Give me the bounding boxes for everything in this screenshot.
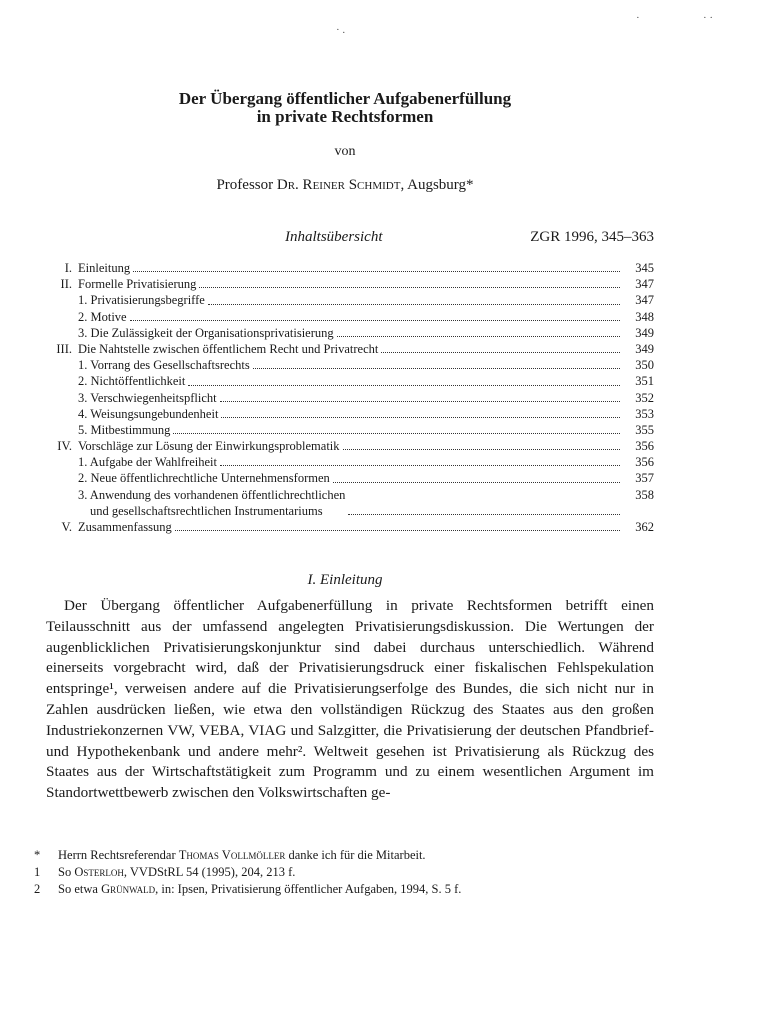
author-suffix: , Augsburg* (400, 177, 474, 193)
footnote-text-post: , in: Ipsen, Privatisierung öffentlicher Aufgaben, 1994, S. 5 f. (155, 882, 462, 896)
toc-page-number: 349 (635, 325, 654, 340)
footnote (34, 847, 654, 864)
toc-text: 1. Aufgabe der Wahlfreiheit (78, 454, 220, 470)
toc-leader-dots (130, 320, 620, 321)
toc-text: Zusammenfassung (78, 519, 175, 535)
toc-leader-dots (333, 482, 620, 483)
toc-number: II. (60, 277, 72, 292)
footnote-text-pre: Herrn Rechtsreferendar (58, 848, 179, 862)
toc-leader-dots (188, 385, 620, 386)
overview-heading: Inhaltsübersicht (285, 229, 383, 245)
toc-leader-dots (253, 368, 620, 369)
footnotes (34, 847, 654, 898)
toc-entry (78, 292, 620, 308)
toc-page-number: 349 (635, 341, 654, 356)
footnote-text-post: , VVDStRL 54 (1995), 204, 213 f. (123, 865, 296, 879)
toc-row (34, 390, 654, 406)
von-label: von (334, 144, 356, 159)
footnote-text-pre: So (58, 865, 75, 879)
toc-page-number: 353 (635, 406, 654, 421)
toc-leader-dots (133, 271, 620, 272)
toc-entry (78, 341, 620, 357)
toc-leader-dots (220, 401, 620, 402)
toc-leader-dots (173, 433, 620, 434)
toc-page-number: 351 (635, 374, 654, 389)
toc-number: IV. (57, 439, 72, 454)
toc-leader-dots (381, 352, 620, 353)
table-of-contents (34, 260, 654, 535)
toc-text-continued: und gesellschaftsrechtlichen Instrumentariums (90, 503, 323, 518)
toc-entry (78, 260, 620, 276)
footnote (34, 864, 654, 881)
toc-row (34, 276, 654, 292)
toc-leader-dots (175, 530, 620, 531)
footnote-text (58, 881, 461, 898)
toc-page-number: 350 (635, 358, 654, 373)
footnote-author: Grünwald (101, 882, 156, 896)
toc-leader-dots (348, 514, 620, 515)
footnote-author: Osterloh (74, 865, 124, 879)
toc-entry (78, 454, 620, 470)
article-title-line2: in private Rechtsformen (256, 107, 434, 126)
toc-text: 2. Motive (78, 309, 130, 325)
toc-text: 2. Neue öffentlichrechtliche Unternehmensformen (78, 470, 333, 486)
toc-entry (78, 373, 620, 389)
toc-row (34, 406, 654, 422)
toc-entry (78, 406, 620, 422)
toc-page-number: 345 (635, 261, 654, 275)
toc-text: Formelle Privatisierung (78, 276, 199, 292)
author-name: Dr. Reiner Schmidt (276, 177, 401, 193)
footnote-text (58, 847, 426, 864)
toc-page-number: 347 (635, 293, 654, 308)
toc-text: 3. Die Zulässigkeit der Organisationsprivatisierung (78, 325, 337, 341)
toc-row (34, 470, 654, 486)
toc-leader-dots (337, 336, 620, 337)
toc-page-number: 356 (635, 455, 654, 470)
author-line (0, 177, 690, 194)
toc-row (34, 519, 654, 535)
footnote (34, 881, 654, 898)
toc-page-number: 355 (635, 422, 654, 437)
scan-artifact: · (636, 12, 640, 24)
body-paragraph: Der Übergang öffentlicher Aufgabenerfüllung in private Rechtsformen betrifft einen Teilausschnitt aus der umfassend angelegten Privatisierungsdiskussion. Die Wertungen der augenblicklichen Privatisierungskonjunktur sind dabei durchaus unterschiedlich. Während einerseits vorgebracht wird, daß der Privatisierungsdruck einer fiskalischen Fehlspekulation entspringe¹, verweisen andere auf die Privatisierungserfolge des Bundes, die sich nicht nur in Zahlen ausdrücken ließen, wie etwa den vollständigen Rückzug des Staates aus den großen Industriekonzernen VW, VEBA, VIAG und Salzgitter, die Privatisierung der deutschen Pfandbrief- und Hypothekenbank und andere mehr². Weltweit gesehen ist Privatisierung als Rückzug des Staates aus der Wirtschaftstätigkeit zum Programm und zu einem wesentlichen Argument im Standortwettbewerb zwischen den Volkswirtschaften ge- (46, 597, 654, 802)
footnote-mark: * (34, 848, 41, 862)
article-title-line1: Der Übergang öffentlicher Aufgabenerfüllung (178, 89, 512, 108)
toc-text: 1. Privatisierungsbegriffe (78, 292, 208, 308)
footnote-mark: 1 (34, 865, 41, 879)
toc-text: Vorschläge zur Lösung der Einwirkungsproblematik (78, 438, 343, 454)
toc-text: Einleitung (78, 260, 133, 276)
footnote-text-pre: So etwa (58, 882, 102, 896)
toc-number: III. (56, 341, 72, 356)
toc-text: 2. Nichtöffentlichkeit (78, 373, 188, 389)
footnote-author: Thomas Vollmöller (178, 848, 286, 862)
toc-text: 4. Weisungsungebundenheit (78, 406, 221, 422)
toc-text: 1. Vorrang des Gesellschaftsrechts (78, 357, 253, 373)
toc-row (34, 357, 654, 373)
toc-row (34, 438, 654, 454)
toc-entry (78, 357, 620, 373)
scan-artifact: · · (703, 12, 714, 24)
section-heading: I. Einleitung (307, 572, 383, 588)
footnote-mark: 2 (34, 882, 41, 896)
toc-number: V. (61, 519, 72, 534)
toc-row (34, 373, 654, 389)
footnote-text (58, 864, 295, 881)
toc-row (34, 325, 654, 341)
toc-leader-dots (208, 304, 620, 305)
toc-page-number: 356 (635, 439, 654, 454)
toc-page-number: 348 (635, 309, 654, 324)
toc-text: 3. Verschwiegenheitspflicht (78, 390, 220, 406)
toc-entry (78, 309, 620, 325)
toc-text: 5. Mitbestimmung (78, 422, 173, 438)
toc-number: I. (64, 261, 72, 275)
author-prefix: Professor (216, 177, 277, 193)
footnote-text-post: danke ich für die Mitarbeit. (285, 848, 426, 862)
toc-entry (78, 390, 620, 406)
toc-entry (78, 438, 620, 454)
toc-text: Die Nahtstelle zwischen öffentlichem Recht und Privatrecht (78, 341, 381, 357)
toc-entry (78, 276, 620, 292)
scan-artifact: · . (336, 24, 346, 36)
toc-entry (78, 519, 620, 535)
toc-row (34, 487, 654, 519)
toc-entry (78, 422, 620, 438)
toc-leader-dots (220, 465, 620, 466)
toc-leader-dots (343, 449, 620, 450)
citation: ZGR 1996, 345–363 (530, 229, 654, 245)
toc-page-number: 362 (635, 519, 654, 534)
toc-text: 3. Anwendung des vorhandenen öffentlichrechtlichen (78, 487, 346, 502)
toc-entry (78, 470, 620, 486)
toc-row (34, 309, 654, 325)
toc-row (34, 292, 654, 308)
toc-leader-dots (199, 287, 620, 288)
toc-leader-dots (221, 417, 620, 418)
toc-page-number: 352 (635, 390, 654, 405)
toc-entry (78, 325, 620, 341)
toc-entry (78, 487, 620, 519)
toc-page-number: 357 (635, 471, 654, 486)
toc-row (34, 341, 654, 357)
toc-row (34, 260, 654, 276)
toc-page-number: 358 (635, 487, 654, 502)
toc-row (34, 422, 654, 438)
toc-row (34, 454, 654, 470)
toc-page-number: 347 (635, 277, 654, 292)
